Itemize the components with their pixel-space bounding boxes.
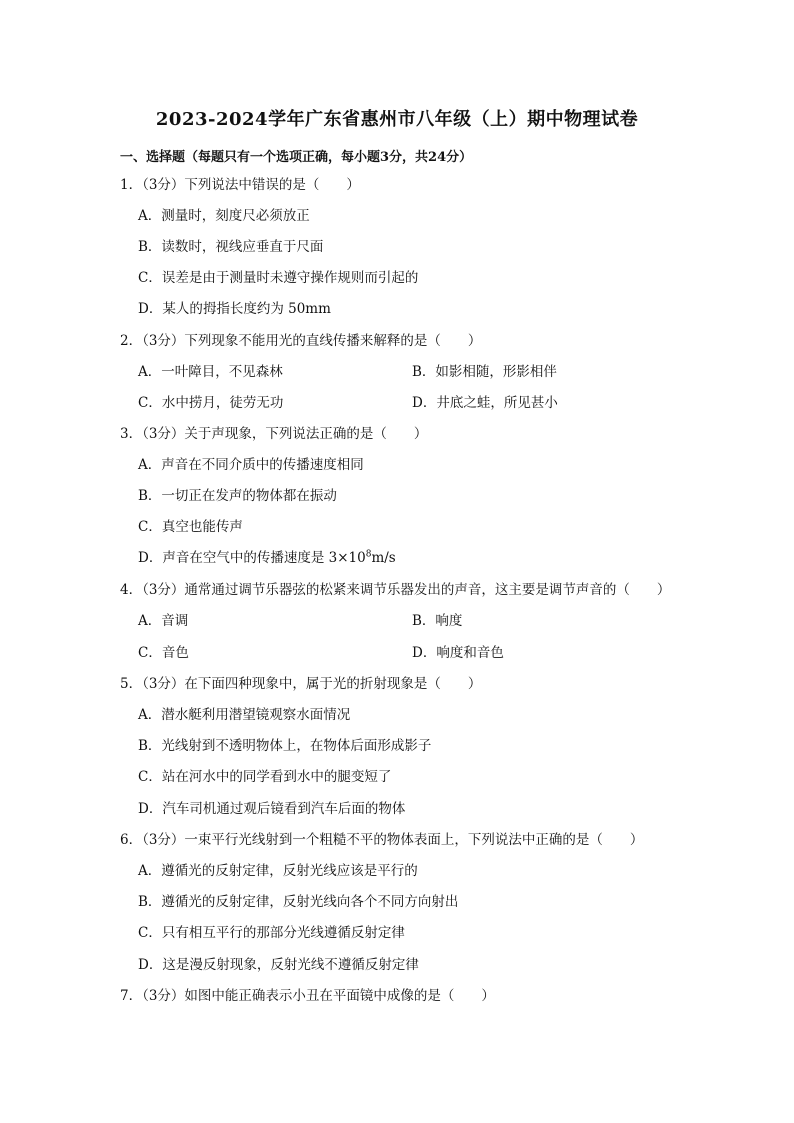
- question-4-option-a: A．音调: [138, 613, 189, 629]
- question-2-stem: 2．（3分）下列现象不能用光的直线传播来解释的是（ ）: [120, 333, 482, 349]
- question-1-option-d: D．某人的拇指长度约为 50mm: [138, 301, 331, 317]
- question-7-stem: 7．（3分）如图中能正确表示小丑在平面镜中成像的是（ ）: [120, 988, 495, 1004]
- section-heading: 一、选择题（每题只有一个选项正确，每小题3分，共24分）: [120, 150, 473, 165]
- page-title: 2023-2024学年广东省惠州市八年级（上）期中物理试卷: [155, 109, 639, 130]
- question-1-stem: 1．（3分）下列说法中错误的是（ ）: [120, 177, 360, 193]
- question-4-option-b: B．响度: [412, 613, 463, 629]
- question-2-option-b: B．如影相随，形影相伴: [412, 364, 557, 380]
- question-4-option-c: C．音色: [138, 645, 189, 661]
- question-6-option-c: C．只有相互平行的那部分光线遵循反射定律: [138, 925, 405, 941]
- question-6-option-a: A．遵循光的反射定律，反射光线应该是平行的: [138, 863, 418, 879]
- question-3-option-d-text: D．声音在空气中的传播速度是 3×10: [138, 550, 366, 566]
- unit: m/s: [371, 550, 396, 566]
- question-3-option-a: A．声音在不同介质中的传播速度相同: [138, 457, 364, 473]
- question-6-stem: 6．（3分）一束平行光线射到一个粗糙不平的物体表面上，下列说法中正确的是（ ）: [120, 832, 644, 848]
- question-1-option-a: A．测量时，刻度尺必须放正: [138, 208, 310, 224]
- question-3-option-d: [138, 550, 396, 566]
- question-5-option-b: B．光线射到不透明物体上，在物体后面形成影子: [138, 738, 432, 754]
- question-2-option-c: C．水中捞月，徒劳无功: [138, 395, 284, 411]
- question-2-option-a: A．一叶障目，不见森林: [138, 364, 283, 380]
- question-1-option-b: B．读数时，视线应垂直于尺面: [138, 239, 324, 255]
- question-6-option-b: B．遵循光的反射定律，反射光线向各个不同方向射出: [138, 894, 459, 910]
- question-4-stem: 4．（3分）通常通过调节乐器弦的松紧来调节乐器发出的声音，这主要是调节声音的（ ）: [120, 582, 671, 598]
- question-4-option-d: D．响度和音色: [412, 645, 504, 661]
- question-1-option-c: C．误差是由于测量时未遵守操作规则而引起的: [138, 270, 419, 286]
- question-5-option-d: D．汽车司机通过观后镜看到汽车后面的物体: [138, 801, 406, 817]
- question-6-option-d: D．这是漫反射现象，反射光线不遵循反射定律: [138, 957, 419, 973]
- question-3-option-b: B．一切正在发声的物体都在振动: [138, 488, 337, 504]
- question-2-option-d: D．井底之蛙，所见甚小: [412, 395, 558, 411]
- question-5-option-c: C．站在河水中的同学看到水中的腿变短了: [138, 769, 392, 785]
- question-5-option-a: A．潜水艇利用潜望镜观察水面情况: [138, 707, 351, 723]
- exponent: 8: [365, 549, 372, 560]
- question-3-option-c: C．真空也能传声: [138, 519, 243, 535]
- question-5-stem: 5．（3分）在下面四种现象中，属于光的折射现象是（ ）: [120, 676, 482, 692]
- question-3-stem: 3．（3分）关于声现象，下列说法正确的是（ ）: [120, 426, 428, 442]
